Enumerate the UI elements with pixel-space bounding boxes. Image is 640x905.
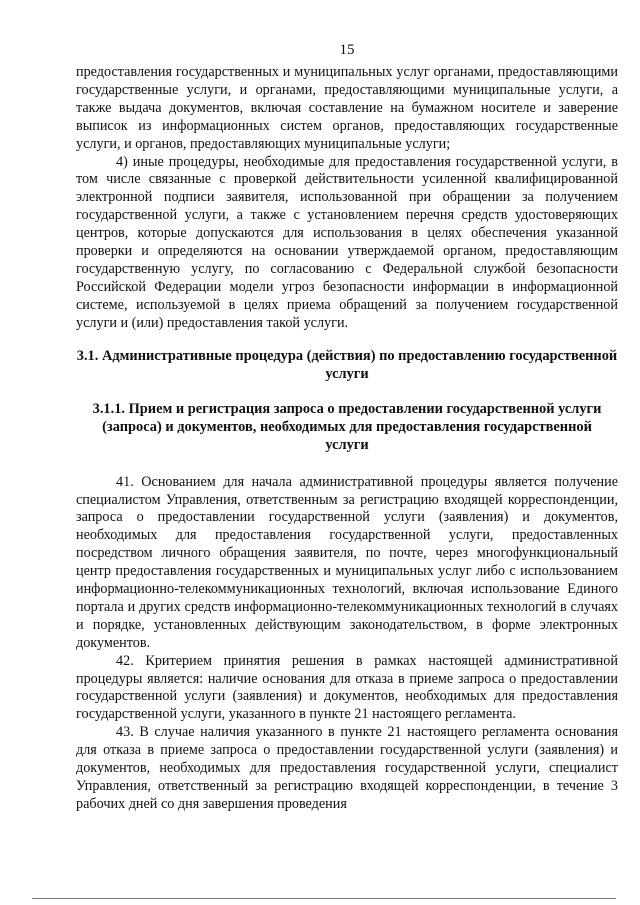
page-edge-line [32,898,616,899]
paragraph-43: 43. В случае наличия указанного в пункте 21 настоящего регламента основания для отказа в приеме запроса о предоставлении государственной услуги (заявления) и документов, необходимых для предоставления государственной услуги, специалист Управления, ответственный за регистрацию входящей корреспонденции, в течение 3 рабочих дней со дня завершения проведения [76,724,618,812]
paragraph-continuation: предоставления государственных и муниципальных услуг органами, предоставляющими государственные услуги, и органами, предоставляющими муниципальные услуги, а также выдача документов, включая составление на бумажном носителе и заверение выписок из информационных систем органов, предоставляющих государственные услуги, и органов, предоставляющих муниципальные услуги; [76,64,618,152]
paragraph-item-4: 4) иные процедуры, необходимые для предоставления государственной услуги, в том числе связанные с проверкой действительности усиленной квалифицированной электронной подписи заявителя, использованной при обращении за получением государственной услуги, а также с установлением перечня средств удостоверяющих центров, которые допускаются для использования в целях обеспечения указанной проверки и определяются на основании утверждаемой органом, предоставляющим государственную услугу, по согласованию с Федеральной службой безопасности Российской Федерации модели угроз безопасности информации в информационной системе, используемой в целях приема обращений за получением государственной услуги и (или) предоставления такой услуги. [76,153,618,331]
subsection-heading: 3.1.1. Прием и регистрация запроса о предоставлении государственной услуги (запроса) и документов, необходимых для предоставления государственной услуги [92,400,602,453]
document-page [76,40,618,814]
paragraph-41: 41. Основанием для начала административной процедуры является получение специалистом Управления, ответственным за регистрацию входящей корреспонденции, запроса о предоставлении государственной услуги (заявления) и документов, необходимых для предоставления государственной услуги, предоставленных посредством личного обращения заявителя, по почте, через многофункциональный центр предоставления государственных и муниципальных услуг либо с использованием информационно-телекоммуникационных технологий, включая использование Единого портала и других средств информационно-телекоммуникационных технологий в случаях и порядке, установленных действующим законодательством, в форме электронных документов. [76,473,618,651]
paragraph-42: 42. Критерием принятия решения в рамках настоящей административной процедуры является: наличие основания для отказа в приеме запроса о предоставлении государственной услуги (заявления) и документов, необходимых для предоставления государственной услуги, указанного в пункте 21 настоящего регламента. [76,652,618,723]
section-heading: 3.1. Административные процедура (действия) по предоставлению государственной услуги [76,347,618,382]
page-number: 15 [339,42,355,58]
